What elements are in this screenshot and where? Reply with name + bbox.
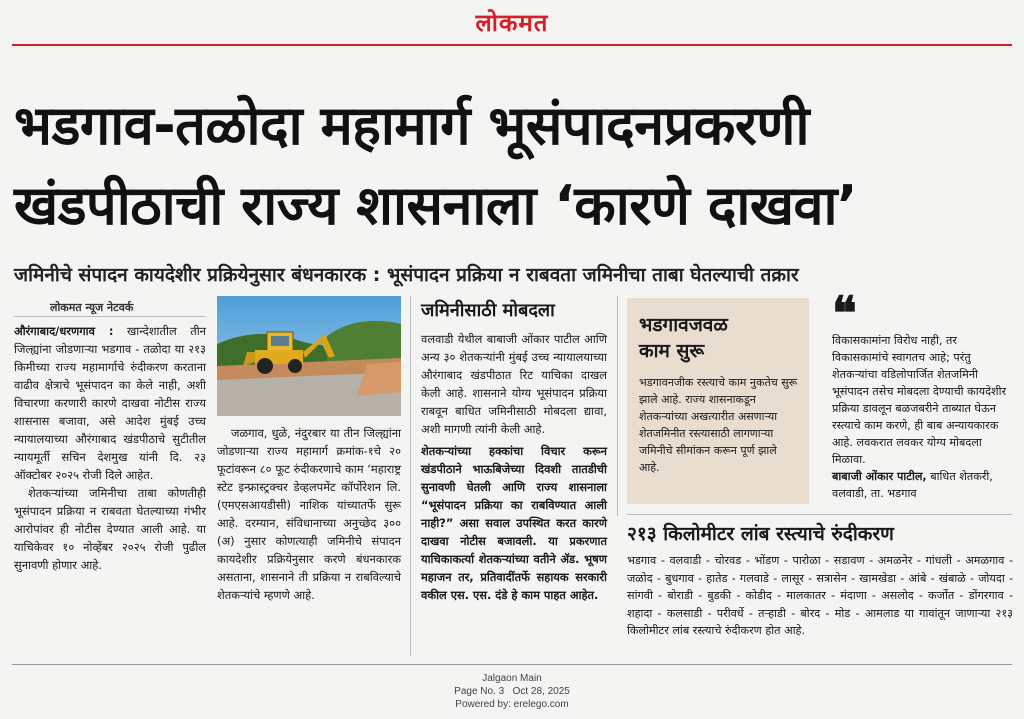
masthead [0,0,1024,44]
sidebar-heading [639,312,728,364]
subheadline: जमिनीचे संपादन कायदेशीर प्रक्रियेनुसार बंधनकारक : भूसंपादन प्रक्रिया न राबवता जमिनीचा ताबा घेतल्याची तक्रार [14,264,799,286]
article-column-2 [217,424,401,604]
sidebar-text: भडगावनजीक रस्त्याचे काम नुकतेच सुरू झाले आहे. राज्य शासनाकडून शेतकऱ्यांच्या अखत्यारीत असणाऱ्या शेतजमिनीत रस्त्यासाठी लागणाऱ्या जमिनीचे सीमांकन करून पूर्ण झाले आहे. [639,376,798,474]
headline-line-2: खंडपीठाची राज्य शासनाला ‘कारणे दाखवा’ [14,174,858,237]
col3-para-1: वलवाडी येथील बाबाजी ओंकार पाटील आणि अन्य ३० शेतकऱ्यांनी मुंबई उच्च न्यायालयाच्या औरंगाबाद खंडपीठात रिट याचिका दाखल केली आहे. शासनाने योग्य भूसंपादन प्रक्रिया राबवून बाधित जमिनीसाठी मोबदला द्यावा, अशी मागणी त्यांनी केली आहे. [421,332,607,436]
lokmat-logo: लोकमत [475,8,549,37]
footer-edition: Jalgaon Main [482,673,542,684]
column-divider [617,296,618,516]
news-photo [217,296,401,416]
quote-role: बाधित शेतकरी, वलवाडी, ता. भडगाव [832,470,993,500]
col1-para-2: शेतकऱ्यांच्या जमिनीचा ताबा कोणतीही भूसंपादन प्रक्रिया न राबवता घेतल्याच्या गंभीर आरोपांवर ही नोटीस देण्यात आली आहे. या याचिकेवर १० नोव्हेंबर २०२५ रोजी पुढील सुनावणी होणार आहे. [14,486,206,572]
byline: लोकमत न्यूज नेटवर्क [50,301,134,314]
quote-name: बाबाजी ओंकार पाटील, [832,470,927,483]
route-rule [627,514,1012,515]
section-heading-compensation: जमिनीसाठी मोबदला [421,300,555,321]
col1-para-1: खान्देशातील तीन जिल्ह्यांना जोडणाऱ्या भडगाव - तळोदा या २१३ किमीच्या राज्य महामार्गाचे रुंदीकरण करताना वाढीव क्षेत्राचे भूसंपादन का केले नाही, अशी विचारणा करणारी कारणे दाखवा नोटीस राज्य शासनास बजावा, असे आदेश मुंबई उच्च न्यायालयाच्या औरंगाबाद खंडपीठाचे सुटीतील न्यायमूर्ती सचिन देशमुख यांनी दि. २३ ऑक्टोबर २०२५ रोजी दिले आहेत. [14,324,206,482]
route-text: भडगाव - वलवाडी - चोरवड - भोंडण - पारोळा - सडावण - अमळनेर - गांधली - अमळगाव - जळोद - बुधगाव - हातेड - गलवाडे - लासूर - सत्रासेन - खामखेडा - आंबे - खंबाळे - जोयदा - सांगवी - बोराडी - बुडकी - कोडीद - मालकातर - मंदाणा - असलोद - कर्जोत - डोंगरगाव - शहादा - कलसाडी - परीवर्धे - तऱ्हाडी - बोरद - मोड - आमलाड या गावांतून जाणाऱ्या २१३ किलोमीटर लांब रस्त्याचे रुंदीकरण होत आहे. [627,554,1013,637]
col3-para-2: शेतकऱ्यांच्या हक्कांचा विचार करून खंडपीठाने भाऊबिजेच्या दिवशी तातडीची सुनावणी घेतली आणि राज्य शासनाला “भूसंपादन प्रक्रिया का राबविण्यात आली नाही?” असा सवाल उपस्थित करत कारणे दाखवा नोटीस बजावली. या प्रकरणात याचिकाकर्त्या शेतकऱ्यांच्या वतीने ॲड. भूषण महाजन तर, प्रतिवादींतर्फे सहायक सरकारी वकील एस. एस. दंडे हे काम पाहत आहेत. [421,444,607,602]
article-column-3 [421,330,607,604]
footer-date: Oct 28, 2025 [512,686,570,697]
headline-line-1: भडगाव-तळोदा महामार्ग भूसंपादनप्रकरणी [14,94,809,157]
quote-text: विकासकामांना विरोध नाही, तर विकासकामांचे स्वागतच आहे; परंतु शेतकऱ्यांचा वडिलोपार्जित शेतजमिनी भूसंपादन तसेच मोबदला देण्याची कायदेशीर प्रक्रिया डावलून बळजबरीने ताब्यात घेऊन रस्त्याचे काम करणे, ही बाब अन्यायकारक आहे. लवकरात लवकर योग्य मोबदला मिळावा. [832,334,1007,466]
sidebar-box [627,298,809,504]
footer-page: Page No. 3 [454,686,505,697]
article-column-1 [14,322,206,574]
quote-attribution [832,468,1012,502]
section-heading-route: २१३ किलोमीटर लांब रस्त्याचे रुंदीकरण [627,523,894,545]
col2-para-1: जळगाव, धुळे, नंदुरबार या तीन जिल्ह्यांना जोडणाऱ्या राज्य महामार्ग क्रमांक-१चे २० फूटांवरून ८० फूट रुंदीकरणाचे काम ‘महाराष्ट्र स्टेट इन्फ्रास्ट्रक्चर डेव्हलपमेंट कॉर्पोरेशन लि. (एमएसआयडीसी) नाशिक यांच्यातर्फे सुरू आहे. दरम्यान, संविधानाच्या अनुच्छेद ३०० (अ) नुसार कोणत्याही जमिनीचे संपादन कायदेशीर प्रक्रियेनुसार करणे बंधनकारक असताना, शासनाने ती प्रक्रिया न राबविल्याचे शेतकऱ्यांचे म्हणणे आहे. [217,426,401,602]
quote-mark-icon: ❝ [832,286,857,340]
page-bottom-rule [12,664,1012,665]
sidebar-heading-line-1: भडगावजवळ [639,314,728,336]
column-divider [410,296,411,656]
masthead-rule [12,44,1012,46]
footer-page-date [0,686,1024,697]
dateline: औरंगाबाद/धरणगाव : [14,324,114,338]
sidebar-heading-line-2: काम सुरू [639,340,705,362]
footer-powered-by: Powered by: erelego.com [455,699,569,710]
byline-rule [14,316,206,317]
